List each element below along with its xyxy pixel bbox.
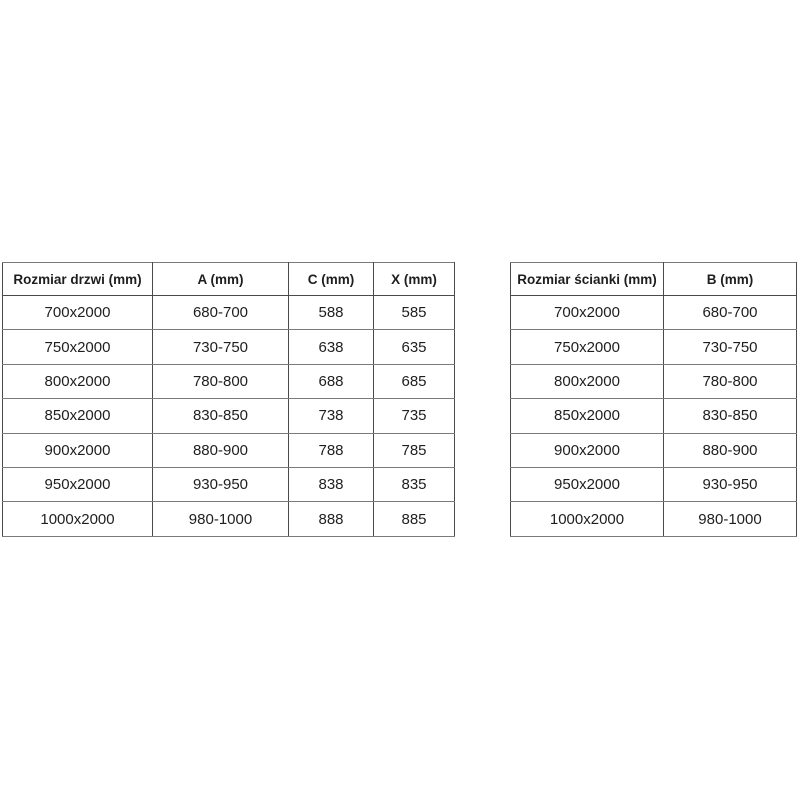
door-size-table [2, 262, 455, 537]
table-cell: 780-800 [664, 364, 797, 398]
table-cell: 688 [289, 364, 374, 398]
table-cell: 980-1000 [153, 502, 289, 536]
door-table-header-row [3, 263, 455, 296]
table-cell: 700x2000 [3, 296, 153, 330]
wall-size-table [510, 262, 797, 537]
table-cell: 1000x2000 [3, 502, 153, 536]
table-cell: 638 [289, 330, 374, 364]
table-row [511, 502, 797, 536]
table-cell: 885 [374, 502, 455, 536]
table-row [511, 399, 797, 433]
table-cell: 830-850 [153, 399, 289, 433]
table-row [511, 330, 797, 364]
column-header-x: X (mm) [374, 263, 455, 296]
table-row [3, 467, 455, 501]
table-row [511, 364, 797, 398]
table-cell: 880-900 [153, 433, 289, 467]
table-cell: 730-750 [664, 330, 797, 364]
table-cell: 685 [374, 364, 455, 398]
table-row [3, 330, 455, 364]
table-row [511, 433, 797, 467]
table-cell: 585 [374, 296, 455, 330]
column-header-wall-size: Rozmiar ścianki (mm) [511, 263, 664, 296]
table-cell: 680-700 [153, 296, 289, 330]
table-cell: 900x2000 [3, 433, 153, 467]
table-cell: 930-950 [664, 467, 797, 501]
table-cell: 850x2000 [511, 399, 664, 433]
table-cell: 750x2000 [3, 330, 153, 364]
wall-table-header-row [511, 263, 797, 296]
table-cell: 930-950 [153, 467, 289, 501]
table-cell: 780-800 [153, 364, 289, 398]
table-cell: 635 [374, 330, 455, 364]
table-cell: 838 [289, 467, 374, 501]
table-cell: 830-850 [664, 399, 797, 433]
table-cell: 735 [374, 399, 455, 433]
table-row [3, 364, 455, 398]
table-cell: 738 [289, 399, 374, 433]
table-row [511, 296, 797, 330]
column-header-a: A (mm) [153, 263, 289, 296]
column-header-c: C (mm) [289, 263, 374, 296]
table-cell: 950x2000 [511, 467, 664, 501]
table-row [3, 433, 455, 467]
door-table-body [3, 296, 455, 537]
table-row [3, 502, 455, 536]
table-cell: 800x2000 [3, 364, 153, 398]
table-cell: 588 [289, 296, 374, 330]
table-cell: 750x2000 [511, 330, 664, 364]
table-row [511, 467, 797, 501]
table-cell: 850x2000 [3, 399, 153, 433]
table-cell: 700x2000 [511, 296, 664, 330]
column-header-b: B (mm) [664, 263, 797, 296]
table-cell: 800x2000 [511, 364, 664, 398]
column-header-door-size: Rozmiar drzwi (mm) [3, 263, 153, 296]
table-cell: 730-750 [153, 330, 289, 364]
table-cell: 980-1000 [664, 502, 797, 536]
table-row [3, 296, 455, 330]
table-cell: 680-700 [664, 296, 797, 330]
table-cell: 888 [289, 502, 374, 536]
wall-table-body [511, 296, 797, 537]
table-cell: 1000x2000 [511, 502, 664, 536]
table-cell: 788 [289, 433, 374, 467]
table-cell: 950x2000 [3, 467, 153, 501]
table-cell: 880-900 [664, 433, 797, 467]
table-cell: 900x2000 [511, 433, 664, 467]
table-cell: 785 [374, 433, 455, 467]
table-cell: 835 [374, 467, 455, 501]
table-row [3, 399, 455, 433]
